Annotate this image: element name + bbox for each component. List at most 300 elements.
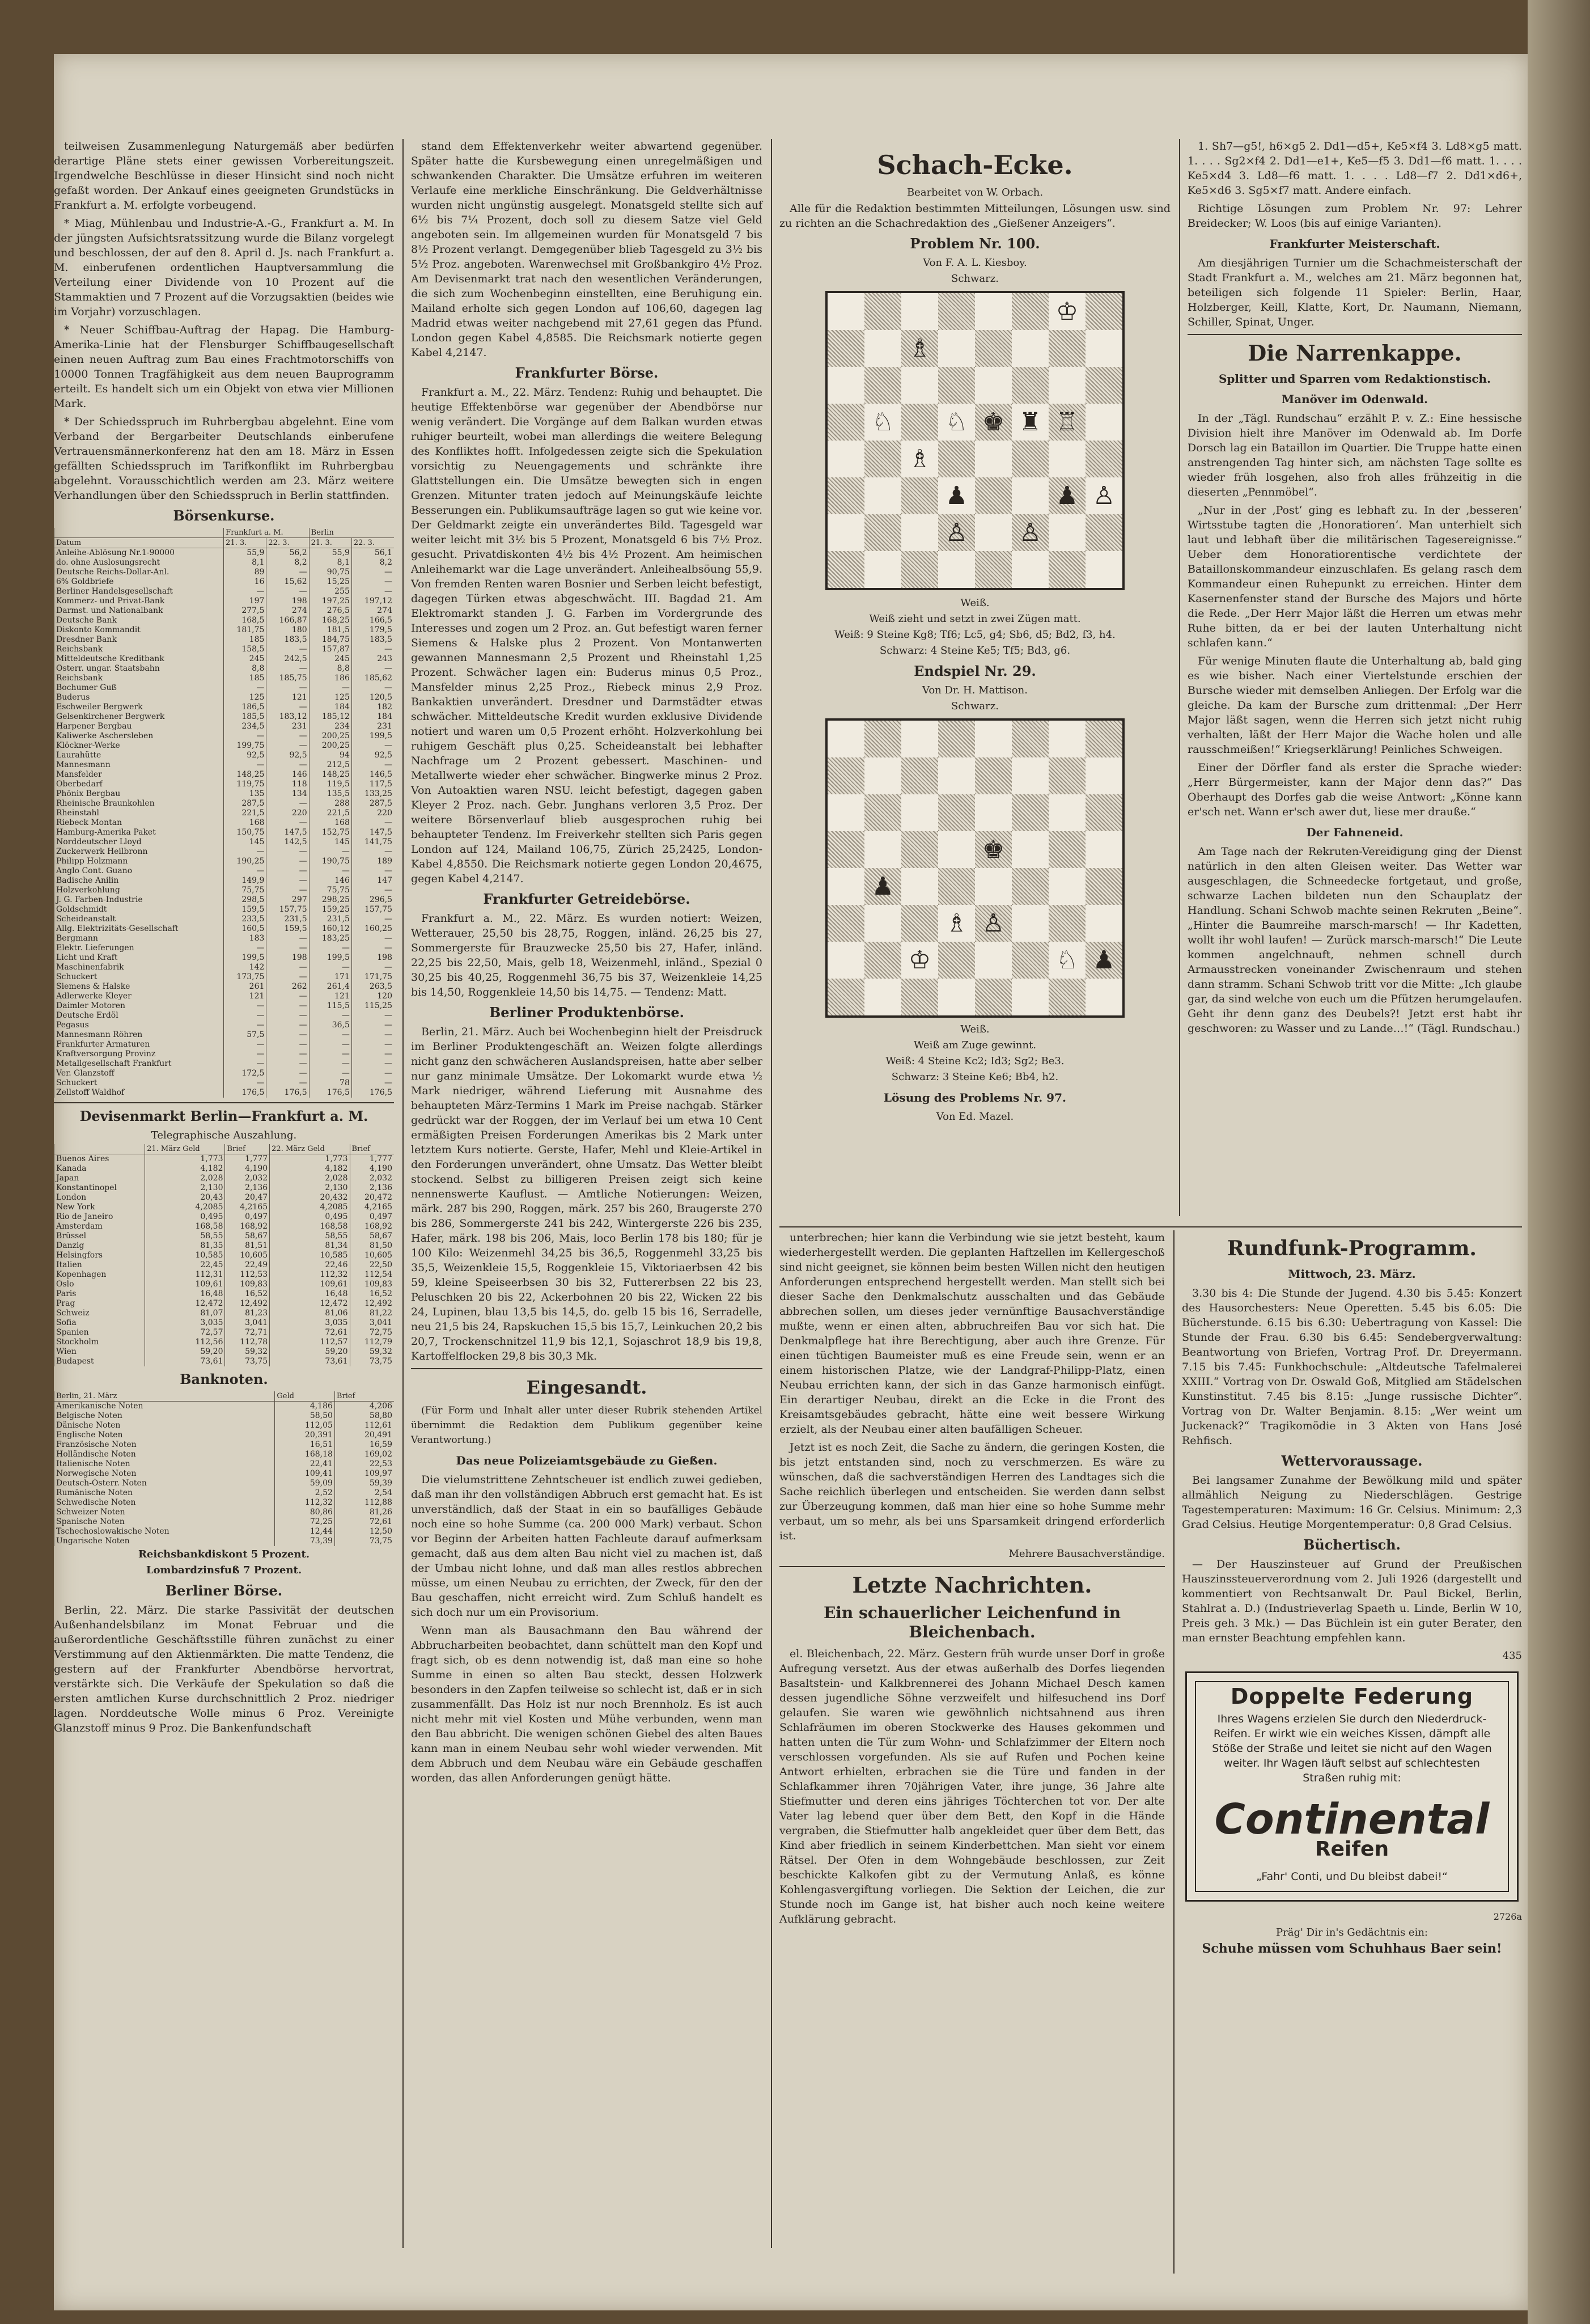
table-row: [54, 568, 395, 577]
chess-square: [975, 441, 1012, 477]
chess-square: [975, 868, 1012, 905]
chess-square: [828, 441, 864, 477]
chess-square: [938, 293, 975, 330]
table-cell: 159,5: [266, 924, 309, 934]
table-cell: —: [351, 1059, 394, 1069]
chess-square: [1086, 514, 1122, 551]
problem-author: Von F. A. L. Kiesboy.: [923, 257, 1027, 269]
table-cell: —: [351, 587, 394, 596]
table-cell: 160,25: [351, 924, 394, 934]
chess-square: [864, 367, 901, 404]
table-cell: 243: [351, 654, 394, 664]
table-cell: 231,5: [309, 915, 351, 924]
table-cell: 276,5: [309, 606, 351, 616]
banknoten-header: [54, 1391, 395, 1402]
table-row: [54, 837, 395, 847]
letzte-nachrichten-text: el. Bleichenbach, 22. März. Gestern früh wurde unser Dorf in große Aufregung versetzt. Aus der etwas außerhalb des Dorfes liegenden Basaltstein- und Kalkbrennerei des Johann Michael Desch kamen dessen jugendliche Söhne verzweifelt und hilfesuchend ins Dorf gelaufen. Sie waren wie gewöhnlich nichtsahnend aus ihren Schlafräumen im oberen Stockwerke des Hauses gekommen und hatten unten die Tür zum Wohn- und Schlafzimmer der Eltern noch verschlossen vorgefunden. Als sie auf Rufen und Pochen keine Antwort erhielten, erbrachen sie die Türe und fanden in der Schlafkammer ihren 70jährigen Vater, ihre junge, 36 Jahre alte Stiefmutter und deren eins jähriges Töchterchen tot vor. Der alte Vater lag lebend quer über dem Bett, den Kopf in die Hände vergraben, die Stiefmutter halb angekleidet quer über dem Bett, das Kind aber friedlich in seinem Kinderbettchen. Man sieht vor einem Rätsel. Der Ofen in dem Wohngebäude beschlossen, zur Zeit beschickte Kalkofen gibt zu der Vermutung Anlaß, es könne Kohlengasvergiftung vorliegen. Die Sektion der Leichen, die zur Stunde noch im Gange ist, hat bisher auch noch keine weitere Aufklärung gebracht.: [779, 1648, 1165, 1925]
table-cell: —: [309, 943, 351, 953]
table-cell: 148,25: [224, 770, 266, 780]
table-row: [54, 1498, 395, 1508]
table-row: [54, 1280, 395, 1289]
boersenkurse-title: Börsenkurse.: [173, 507, 275, 524]
table-cell: —: [224, 1040, 266, 1049]
table-cell: Paris: [54, 1289, 145, 1299]
table-cell: 197,12: [351, 596, 394, 606]
table-cell: —: [351, 1011, 394, 1021]
berliner-boerse-title: Berliner Börse.: [165, 1582, 283, 1599]
table-row: [54, 1299, 395, 1309]
rundfunk-title: Rundfunk-Programm.: [1227, 1237, 1477, 1260]
table-cell: —: [224, 1059, 266, 1069]
boersenkurse-header: [54, 528, 395, 538]
table-cell: 189: [351, 857, 394, 866]
white-pawn-icon: ♙: [982, 908, 1005, 938]
table-cell: 231: [351, 722, 394, 731]
table-cell: —: [266, 963, 309, 972]
chess-square: [1012, 367, 1049, 404]
table-cell: 118: [266, 780, 309, 789]
table-cell: 150,75: [224, 828, 266, 837]
table-cell: 58,50: [275, 1411, 335, 1421]
wetter-text: Bei langsamer Zunahme der Bewölkung mild und später allmählich Neigung zu Niederschlägen. Gestrige Tagestemperaturen: Maximum: 16 Gr. Celsius. Minimum: 2,3 Grad Celsius. Heutige Morgentemperatur: 0,8 Grad Celsius.: [1182, 1474, 1522, 1531]
table-cell: Schuckert: [54, 1078, 224, 1088]
chess-square: [864, 979, 901, 1015]
table-cell: 4,2165: [350, 1203, 394, 1212]
table-row: [54, 905, 395, 915]
table-cell: Deutsche Reichs-Dollar-Anl.: [54, 568, 224, 577]
table-cell: 185,75: [266, 674, 309, 683]
ad-text: Ihres Wagens erzielen Sie durch den Niederdruck-Reifen. Er wirkt wie ein weiches Kissen, dämpft alle Stöße der Straße und leitet sie nicht auf den Wagen weiter. Ihr Wagen läuft selbst auf schlechtesten Straßen ruhig mit:: [1212, 1713, 1492, 1784]
table-cell: 0,495: [145, 1212, 225, 1222]
table-cell: 186: [309, 674, 351, 683]
devisen-head: 22. März Geld: [270, 1144, 350, 1154]
black-rook-icon: ♜: [1019, 407, 1042, 437]
table-cell: 36,5: [309, 1021, 351, 1030]
column-radio: [1182, 1230, 1522, 1957]
table-cell: 112,32: [270, 1270, 350, 1280]
table-cell: 212,5: [309, 760, 351, 770]
table-cell: —: [266, 645, 309, 654]
chess-square: [1049, 551, 1086, 588]
table-cell: —: [266, 1040, 309, 1049]
table-cell: —: [266, 587, 309, 596]
table-row: [54, 1459, 395, 1469]
boersenkurse-subhead: Datum: [54, 538, 224, 548]
eingesandt-continued: unterbrechen; hier kann die Verbindung wie sie jetzt besteht, kaum wiederhergestellt werden. Die geplanten Haftzellen im Kellergeschoß sind nicht geeignet, sie können beim besten Willen nicht den heutigen Anforderungen entsprechend hergestellt werden. Man stellt sich bei dieser Sache den Denkmalschutz ausschalten und das Gebäude abbrechen sollen, um dieses jeder vernünftige Bausachverständige mußte, wenn er einen alten, abbruchreifen Bau vor sich hat. Die Denkmalpflege hat ihre Berechtigung, aber auch ihre Grenze. Für einen tüchtigen Baumeister muß es eine Freude sein, wenn er an einem historischen Platze, wie der Landgraf-Philipp-Platz, einen Neubau errichten kann, der sich in das Ganze harmonisch einfügt. Ein derartiger Neubau, direkt an die Ecke in die Front des Kreisamtsgebäudes gebracht, hätte eine weit bessere Wirkung erzielt, als der Neubau einer alten baufälligen Scheuer.: [779, 1231, 1165, 1436]
chess-square: [828, 831, 864, 868]
table-cell: 120,5: [351, 693, 394, 702]
finance-hapag: * Neuer Schiffbau-Auftrag der Hapag. Die Hamburg-Amerika-Linie hat der Flensburger Schiffbaugesellschaft einen neuen Auftrag zum Bau eines Frachtmotorschiffs von 10000 Tonnen Tragfähigkeit aus dem neuen Bauprogramm erteilt. Es handelt sich um ein Objekt von etwa vier Millionen Mark.: [54, 324, 394, 410]
black-pawn-icon: ♟: [945, 481, 968, 510]
table-cell: Kaliwerke Aschersleben: [54, 731, 224, 741]
table-cell: Norwegische Noten: [54, 1469, 275, 1479]
table-cell: Deutsch-Österr. Noten: [54, 1479, 275, 1488]
table-row: [54, 953, 395, 963]
table-row: [54, 654, 395, 664]
table-cell: —: [351, 577, 394, 587]
table-cell: Mitteldeutsche Kreditbank: [54, 654, 224, 664]
table-cell: 92,5: [266, 751, 309, 760]
table-cell: 197,25: [309, 596, 351, 606]
table-row: [54, 1021, 395, 1030]
table-cell: Rio de Janeiro: [54, 1212, 145, 1222]
chess-square: [1049, 905, 1086, 942]
chess-square: [901, 514, 938, 551]
chess-square: [1049, 330, 1086, 367]
table-cell: Licht und Kraft: [54, 953, 224, 963]
table-cell: Dänische Noten: [54, 1421, 275, 1430]
lombardzinsfuss: Lombardzinsfuß 7 Prozent.: [146, 1564, 302, 1576]
chess-square: [901, 942, 938, 979]
ad-slogan: „Fahr' Conti, und Du bleibst dabei!“: [1256, 1870, 1448, 1883]
table-cell: 4,190: [350, 1164, 394, 1174]
table-cell: Wien: [54, 1347, 145, 1357]
table-cell: —: [224, 1001, 266, 1011]
chess-square: [975, 794, 1012, 831]
table-row: [54, 808, 395, 818]
reichsbankdiskont: Reichsbankdiskont 5 Prozent.: [138, 1548, 310, 1560]
table-row: [54, 751, 395, 760]
table-cell: Sofia: [54, 1318, 145, 1328]
black-pawn-icon: ♟: [871, 871, 894, 901]
table-cell: —: [266, 1078, 309, 1088]
chess-square: [938, 942, 975, 979]
table-cell: —: [309, 963, 351, 972]
table-cell: Japan: [54, 1174, 145, 1183]
table-row: [54, 1164, 395, 1174]
table-cell: 146: [266, 770, 309, 780]
table-cell: 176,5: [224, 1088, 266, 1098]
table-cell: do. ohne Auslosungsrecht: [54, 558, 224, 568]
table-row: [54, 1011, 395, 1021]
chess-square: [901, 293, 938, 330]
table-cell: 112,05: [275, 1421, 335, 1430]
chess-square: [938, 757, 975, 794]
divider: [411, 1368, 762, 1369]
table-row: [54, 1357, 395, 1366]
black-king-icon: ♚: [982, 835, 1005, 864]
fahneneid-text: Am Tage nach der Rekruten-Vereidigung ging der Dienst natürlich in den alten Gleisen weiter. Das Wetter war ausgeschlagen, die Schneedecke fortgetaut, und große, schwarze Lachen bildeten nun den Schauplatz der Handlung. Schani Schwob machte seinen Rekruten „Beine“. „Hinter die Baumreihe marsch-marsch! — Ihr Kadetten, wollt ihr wohl laufen! — Zurück marsch-marsch!“ Die Leute kommen angelchnauft, nehmen schnell durch Armausstrecken voneinander Zwischenraum und stehen dann stramm. Schani Schwob tritt vor die Mitte: „Ich glaube gar, da sind welche von euch um die Pfützen herumgelaufen. Geht ihr denn ganz des Deubels?! Jetzt erst habt ihr geschworen: zu Wasser und zu Lande…!“ (Tägl. Rundschau.): [1188, 845, 1522, 1035]
chess-square: [1086, 868, 1122, 905]
table-cell: —: [266, 1021, 309, 1030]
table-row: [54, 963, 395, 972]
table-cell: 119,75: [224, 780, 266, 789]
table-cell: 81,51: [225, 1241, 270, 1251]
table-cell: Schweizer Noten: [54, 1508, 275, 1517]
table-cell: Harpener Bergbau: [54, 722, 224, 731]
chess-square: [1049, 942, 1086, 979]
table-cell: 168: [224, 818, 266, 828]
chess-square: [1086, 831, 1122, 868]
table-cell: 112,79: [350, 1337, 394, 1347]
table-cell: 121: [224, 992, 266, 1001]
table-cell: 168,58: [145, 1222, 225, 1231]
white-knight-icon: ♘: [945, 407, 968, 437]
table-cell: 4,206: [334, 1402, 394, 1412]
table-cell: 12,44: [275, 1527, 335, 1536]
table-row: [54, 548, 395, 558]
white-rook-icon: ♖: [1055, 407, 1079, 437]
table-cell: 231,5: [266, 915, 309, 924]
table-cell: 199,5: [224, 953, 266, 963]
chess-square: [864, 868, 901, 905]
chess-note: Alle für die Redaktion bestimmten Mitteilungen, Lösungen usw. sind zu richten an die Schachredaktion des „Gießener Anzeigers“.: [779, 202, 1171, 230]
table-cell: 112,53: [225, 1270, 270, 1280]
table-row: [54, 1440, 395, 1450]
table-cell: Kopenhagen: [54, 1270, 145, 1280]
table-cell: 73,75: [334, 1536, 394, 1546]
table-cell: 297: [266, 895, 309, 905]
table-row: [54, 1402, 395, 1412]
table-cell: Darmst. und Nationalbank: [54, 606, 224, 616]
table-cell: 166,87: [266, 616, 309, 625]
chess-square: [1049, 979, 1086, 1015]
banknoten-title: Banknoten.: [180, 1371, 268, 1387]
table-cell: 92,5: [351, 751, 394, 760]
table-cell: —: [309, 847, 351, 857]
chess-square: [975, 831, 1012, 868]
table-cell: 72,25: [275, 1517, 335, 1527]
table-row: [54, 558, 395, 568]
table-cell: 20,391: [275, 1430, 335, 1440]
loesung-author: Von Ed. Mazel.: [936, 1111, 1014, 1123]
table-cell: 4,190: [225, 1164, 270, 1174]
table-cell: 157,75: [351, 905, 394, 915]
table-row: [54, 1469, 395, 1479]
chess-square: [938, 794, 975, 831]
table-cell: Anleihe-Ablösung Nr.1-90000: [54, 548, 224, 558]
table-cell: 2,130: [145, 1183, 225, 1193]
chess-square: [1049, 794, 1086, 831]
table-cell: —: [224, 847, 266, 857]
table-cell: 81,23: [225, 1309, 270, 1318]
table-cell: 274: [351, 606, 394, 616]
table-cell: —: [351, 847, 394, 857]
table-cell: Klöckner-Werke: [54, 741, 224, 751]
devisen-body: [54, 1154, 395, 1367]
table-cell: 288: [309, 799, 351, 808]
table-cell: 135: [224, 789, 266, 799]
chess-square: [828, 330, 864, 367]
narrenkappe-title: Die Narrenkappe.: [1248, 340, 1462, 366]
chess-square: [901, 721, 938, 757]
table-row: [54, 847, 395, 857]
table-cell: 183,12: [266, 712, 309, 722]
table-cell: 94: [309, 751, 351, 760]
table-cell: —: [224, 866, 266, 876]
table-row: [54, 934, 395, 943]
table-cell: Schuckert: [54, 972, 224, 982]
chess-square: [864, 330, 901, 367]
chess-square: [901, 757, 938, 794]
table-cell: —: [351, 645, 394, 654]
table-cell: 199,5: [309, 953, 351, 963]
chess-square: [1049, 831, 1086, 868]
chess-square: [901, 404, 938, 441]
finance-intro: teilweisen Zusammenlegung Naturgemäß aber bedürfen derartige Pläne stets einer gewissen Vorbereitungszeit. Irgendwelche Beschlüsse in dieser Hinsicht sind noch nicht gefaßt worden. Der Ankauf eines geeigneten Grundstücks in Frankfurt a. M. erfolgte vorbeugend.: [54, 140, 394, 211]
table-cell: —: [309, 1030, 351, 1040]
table-cell: Französische Noten: [54, 1440, 275, 1450]
table-cell: Helsingfors: [54, 1251, 145, 1260]
table-cell: 112,57: [270, 1337, 350, 1347]
table-cell: —: [224, 760, 266, 770]
table-cell: 245: [309, 654, 351, 664]
black-pawn-icon: ♟: [1092, 945, 1116, 975]
table-cell: 0,497: [225, 1212, 270, 1222]
table-cell: 115,25: [351, 1001, 394, 1011]
table-row: [54, 683, 395, 693]
table-cell: 12,492: [225, 1299, 270, 1309]
eingesandt-subtitle: Das neue Polizeiamtsgebäude zu Gießen.: [456, 1454, 718, 1467]
table-cell: 72,61: [270, 1328, 350, 1337]
table-cell: Deutsche Bank: [54, 616, 224, 625]
table-row: [54, 1193, 395, 1203]
table-cell: —: [266, 992, 309, 1001]
chess-square: [901, 979, 938, 1015]
divider: [779, 1566, 1165, 1567]
table-cell: 81,26: [334, 1508, 394, 1517]
table-cell: Reichsbank: [54, 645, 224, 654]
chess-square: [864, 441, 901, 477]
table-row: [54, 1088, 395, 1098]
table-cell: Bergmann: [54, 934, 224, 943]
table-row: [54, 731, 395, 741]
table-cell: 72,75: [350, 1328, 394, 1337]
table-cell: 190,75: [309, 857, 351, 866]
boersenkurse-subhead: 21. 3.: [309, 538, 351, 548]
endspiel-caption: Weiß am Zuge gewinnt.: [913, 1039, 1037, 1051]
endspiel-black-pieces: Schwarz: 3 Steine Ke6; Bb4, h2.: [891, 1071, 1059, 1083]
table-cell: 262: [266, 982, 309, 992]
chess-square: [828, 868, 864, 905]
table-row: [54, 886, 395, 895]
white-king-icon: ♔: [908, 945, 931, 975]
table-cell: 146,5: [351, 770, 394, 780]
table-row: [54, 818, 395, 828]
table-cell: 186,5: [224, 702, 266, 712]
devisen-head: [54, 1144, 145, 1154]
chess-square: [1049, 441, 1086, 477]
table-cell: Brüssel: [54, 1231, 145, 1241]
white-pawn-icon: ♙: [1019, 518, 1042, 547]
table-cell: 4,182: [145, 1164, 225, 1174]
table-cell: 149,9: [224, 876, 266, 886]
table-row: [54, 606, 395, 616]
rundfunk-text: 3.30 bis 4: Die Stunde der Jugend. 4.30 bis 5.45: Konzert des Hausorchesters: Neue Operetten. 5.45 bis 6.05: Die Bücherstunde. 6.15 bis 6.30: Uebertragung von Kassel: Die Stunde der Frau. 6.30 bis 6.45: Sendebergverwaltung: Beantwortung von Briefen, Vortrag Prof. Dr. Dreyermann. 7.15 bis 7.45: Funkhochschule: „Altdeutsche Tafelmalerei XXIII.“ Vortrag von Dr. Oswald Goß, Mitglied am Städelschen Kunstinstitut. 7.45 bis 8.15: „Junge russische Dichter“. Vortrag von Dr. Walter Benjamin. 8.15: „Wer weint um Juckenack?“ Tragikomödie in 3 Akten von Hans José Rehfisch.: [1182, 1287, 1522, 1447]
table-cell: —: [266, 1001, 309, 1011]
table-cell: Prag: [54, 1299, 145, 1309]
table-cell: 80,86: [275, 1508, 335, 1517]
table-cell: 152,75: [309, 828, 351, 837]
chess-square: [864, 477, 901, 514]
table-cell: 2,028: [145, 1174, 225, 1183]
table-cell: Riebeck Montan: [54, 818, 224, 828]
table-cell: Englische Noten: [54, 1430, 275, 1440]
column-rule: [402, 139, 404, 2248]
table-cell: Italienische Noten: [54, 1459, 275, 1469]
devisen-table: [54, 1144, 394, 1366]
devisen-subtitle: Telegraphische Auszahlung.: [151, 1129, 297, 1141]
table-cell: 6% Goldbriefe: [54, 577, 224, 587]
table-row: [54, 645, 395, 654]
table-cell: 145: [224, 837, 266, 847]
problem-caption: Weiß zieht und setzt in zwei Zügen matt.: [869, 613, 1081, 625]
table-cell: 179,5: [351, 625, 394, 635]
narrenkappe-text-4: Einer der Dörfler fand als erster die Sprache wieder: „Herr Bürgermeister, kann der Major denn das?“ Das Oberhaupt des Dorfes gab die weise Antwort: „Könne kann er'sch net. Wann er'sch awer dut, liese mer drauße.“: [1188, 761, 1522, 818]
table-cell: 81,35: [145, 1241, 225, 1251]
table-cell: Tschechoslowakische Noten: [54, 1527, 275, 1536]
table-cell: 198: [351, 953, 394, 963]
chess-square: [1012, 942, 1049, 979]
table-row: [54, 712, 395, 722]
chess-square: [1049, 367, 1086, 404]
chess-square: [828, 514, 864, 551]
table-cell: —: [266, 818, 309, 828]
table-cell: 59,32: [350, 1347, 394, 1357]
chess-square: [1049, 404, 1086, 441]
chess-square: [901, 831, 938, 868]
table-cell: 10,585: [145, 1251, 225, 1260]
buechertisch-text: — Der Hauszinsteuer auf Grund der Preußischen Hauszinssteuerverordnung vom 2. Juli 1926 (dargestellt und kommentiert von Rechtsanwalt Dr. Paul Bickel, Berlin, Stahlrat a. D.) (Industrieverlag Spaeth u. Linde, Berlin W 10, Preis geh. 3 Mk.) — Das Büchlein ist ein guter Berater, den man ernster Beachtung empfehlen kann.: [1182, 1558, 1522, 1644]
continental-ad: [1185, 1671, 1519, 1902]
black-pawn-icon: ♟: [1055, 481, 1079, 510]
table-cell: 148,25: [309, 770, 351, 780]
table-cell: —: [266, 857, 309, 866]
chess-square: [1086, 979, 1122, 1015]
table-cell: 58,80: [334, 1411, 394, 1421]
table-cell: 145: [309, 837, 351, 847]
table-cell: 12,492: [350, 1299, 394, 1309]
table-cell: 261: [224, 982, 266, 992]
column-rule: [771, 139, 772, 2248]
table-cell: 181,75: [224, 625, 266, 635]
chess-square: [1049, 293, 1086, 330]
table-cell: 197: [224, 596, 266, 606]
table-cell: Rheinische Braunkohlen: [54, 799, 224, 808]
column-rule: [1173, 1230, 1175, 2274]
chess-square: [828, 942, 864, 979]
berliner-boerse-text: Berlin, 22. März. Die starke Passivität der deutschen Außenhandelsbilanz im Monat Februar und die außerordentliche Geschäftsstille führen zunächst zu einer Verstimmung auf den Aktienmärkten. Die matte Tendenz, die gestern auf der Frankfurter Abendbörse hervortrat, verstärkte sich. Die Verkäufe der Spekulation so daß die ersten amtlichen Kurse durchschnittlich 2 Proz. niedriger lagen. Norddeutsche Wolle minus 6 Proz. Vereinigte Glanzstoff minus 9 Proz. Die Bankenfundschaft: [54, 1604, 394, 1734]
table-cell: —: [224, 1049, 266, 1059]
table-cell: 200,25: [309, 741, 351, 751]
table-cell: 73,61: [270, 1357, 350, 1366]
chess-square: [1049, 757, 1086, 794]
table-cell: 72,57: [145, 1328, 225, 1337]
table-cell: —: [309, 1049, 351, 1059]
table-cell: Oslo: [54, 1280, 145, 1289]
chess-square: [864, 721, 901, 757]
table-cell: 81,34: [270, 1241, 350, 1251]
white-pawn-icon: ♙: [945, 518, 968, 547]
table-cell: Budapest: [54, 1357, 145, 1366]
table-cell: 185,5: [224, 712, 266, 722]
chess-square: [1086, 330, 1122, 367]
table-cell: Mannesmann: [54, 760, 224, 770]
chess-square: [1086, 441, 1122, 477]
table-cell: —: [309, 683, 351, 693]
table-cell: Laurahütte: [54, 751, 224, 760]
table-cell: 1,773: [145, 1154, 225, 1165]
table-row: [54, 789, 395, 799]
table-row: [54, 625, 395, 635]
table-cell: 3,035: [270, 1318, 350, 1328]
chess-square: [1086, 367, 1122, 404]
table-cell: 22,49: [225, 1260, 270, 1270]
table-cell: 146: [309, 876, 351, 886]
table-cell: 20,491: [334, 1430, 394, 1440]
table-cell: 183: [224, 934, 266, 943]
table-cell: 16: [224, 577, 266, 587]
